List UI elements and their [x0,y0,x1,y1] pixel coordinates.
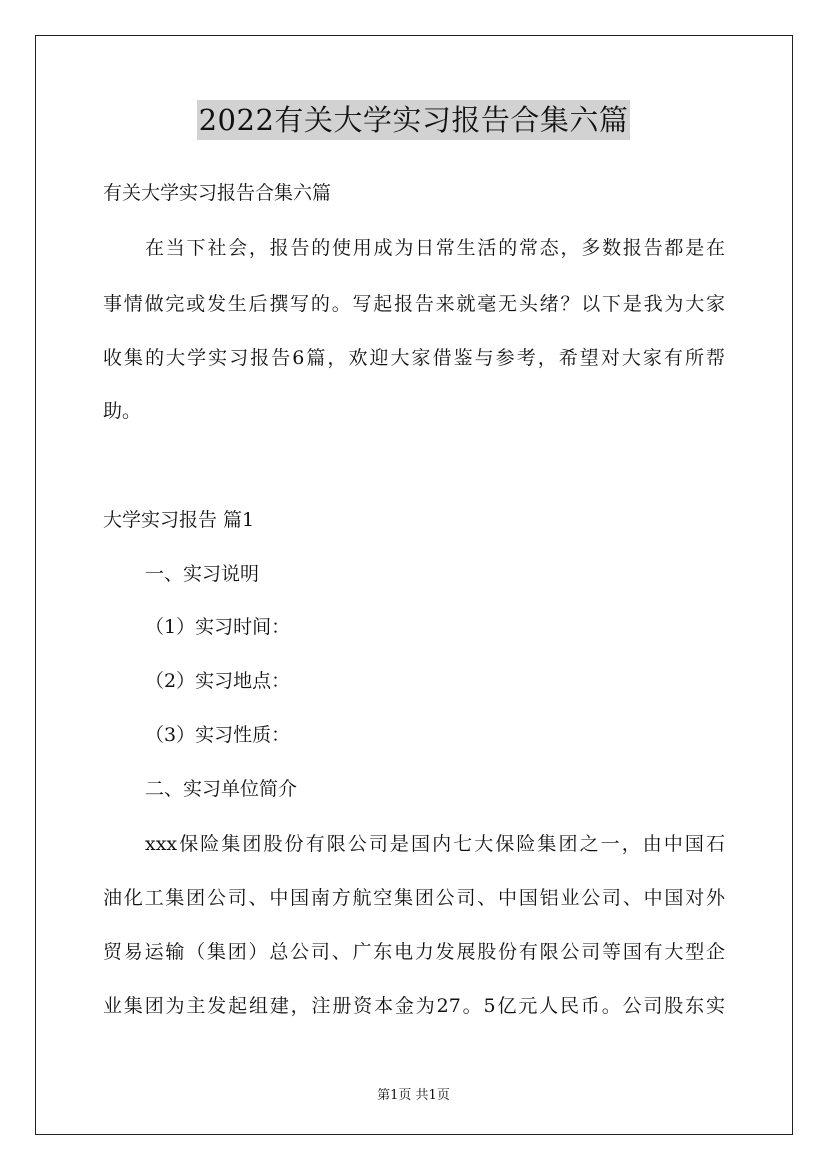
page-footer: 第1页 共1页 [377,1088,450,1103]
section-heading: 大学实习报告 篇1 [103,509,255,531]
body-line-2: 油化工集团公司、中国南方航空集团公司、中国铝业公司、中国对外 [103,887,725,909]
item-internship-time: （1）实习时间： [145,616,291,638]
title-container [0,100,827,140]
intro-line-3: 收集的大学实习报告6篇，欢迎大家借鉴与参考，希望对大家有所帮 [103,347,725,369]
item-internship-nature: （3）实习性质： [145,724,291,746]
item-internship-location: （2）实习地点： [145,670,291,692]
subtitle: 有关大学实习报告合集六篇 [103,182,332,204]
body-line-4: 业集团为主发起组建，注册资本金为27。5亿元人民币。公司股东实 [103,995,725,1017]
intro-line-1: 在当下社会，报告的使用成为日常生活的常态，多数报告都是在 [145,237,725,259]
part-heading-1: 一、实习说明 [145,563,260,585]
body-line-1: xxx保险集团股份有限公司是国内七大保险集团之一，由中国石 [145,833,725,855]
document-title: 2022有关大学实习报告合集六篇 [197,100,631,140]
body-line-3: 贸易运输（集团）总公司、广东电力发展股份有限公司等国有大型企 [103,941,725,963]
intro-line-4: 助。 [103,400,142,422]
intro-line-2: 事情做完或发生后撰写的。写起报告来就毫无头绪？以下是我为大家 [103,293,725,315]
part-heading-2: 二、实习单位简介 [145,778,298,800]
